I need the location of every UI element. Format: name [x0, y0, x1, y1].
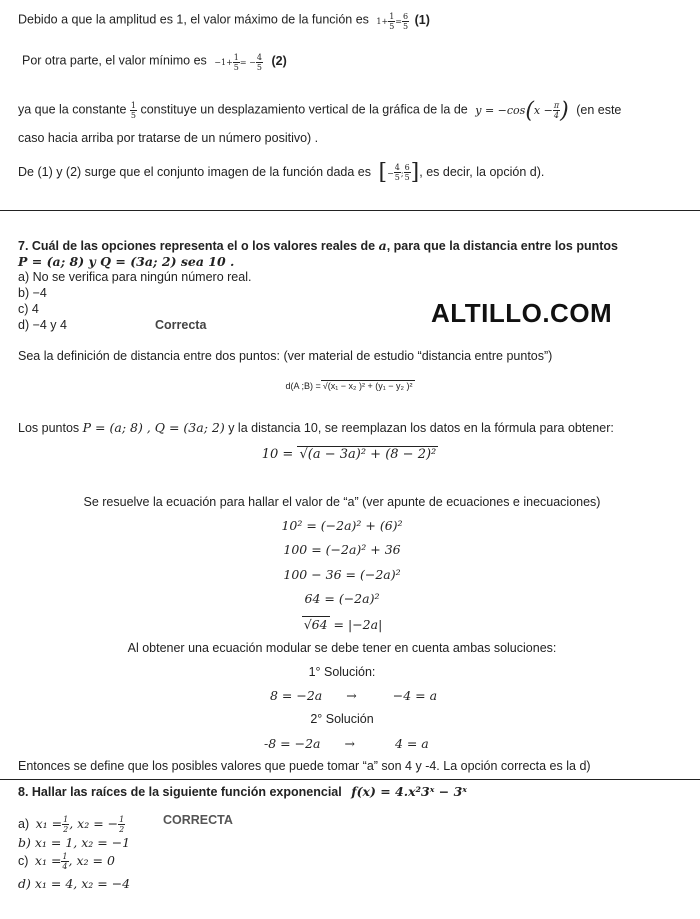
q8-option-c [18, 852, 115, 871]
q8-option-a-label: a) [18, 817, 30, 831]
max-frac-2-num: 6 [402, 12, 409, 21]
eq-step-4 [0, 591, 692, 606]
q7-definition-text: Sea la definición de distancia entre dos puntos: (ver material de estudio “distancia entre puntos”) [18, 349, 553, 363]
min-frac-1-num: 1 [233, 53, 239, 62]
sol2-label-text: 2° Solución [310, 712, 374, 726]
min-frac-2-num: 4 [256, 53, 262, 62]
line-min-value [22, 53, 287, 72]
divider-1 [0, 210, 700, 211]
max-frac-1-num: 1 [389, 12, 395, 21]
q7-title-var: a [378, 238, 387, 253]
q7-title-line2-text: P = (a; 8) y Q = (3a; 2) sea 10 . [18, 254, 235, 269]
q7-option-b-text: b) −4 [18, 286, 47, 300]
line-constant [18, 98, 621, 123]
q7-points-text-a: Los puntos [18, 421, 80, 435]
q7-option-c [18, 302, 39, 316]
line-image-set [18, 160, 544, 185]
q7-title-line2 [18, 254, 234, 269]
q7-solve-text [0, 495, 692, 509]
q8-option-c-x1: x₁ = [34, 853, 62, 868]
eq-step-2-text: 100 = (−2a)² + 36 [283, 542, 401, 557]
eq-step-5-rhs: = |−2a| [333, 617, 383, 632]
interval-frac-1-den: 5 [394, 173, 400, 182]
distance-formula-body: (x₁ − x₂ )² + (y₁ − y₂ )² [327, 381, 413, 391]
sol2-equation [264, 736, 429, 751]
q8-option-c-frac [61, 852, 68, 871]
q8-correct-text: CORRECTA [163, 813, 233, 827]
altillo-logo [431, 298, 612, 329]
cos-frac-num: π [553, 101, 560, 110]
constant-frac-num: 1 [130, 100, 136, 110]
q7-option-b [18, 286, 47, 300]
cos-expr [475, 98, 572, 123]
q8-option-a-frac-2 [118, 815, 125, 834]
constant-frac [130, 101, 137, 120]
q8-option-a-frac-2-den: 2 [119, 825, 125, 834]
sol2-rhs: 4 = a [394, 736, 429, 751]
max-tag: (1) [414, 12, 430, 27]
interval-close: ] [410, 160, 420, 185]
interval-minus: − [387, 169, 394, 178]
min-frac-1 [233, 53, 240, 72]
q7-conclusion-text: Entonces se define que los posibles valores que puede tomar “a” son 4 y -4. La opción correcta es la d) [18, 759, 591, 773]
max-expr [376, 12, 411, 31]
q7-conclusion [18, 759, 591, 773]
eq-step-5-body: 64 [311, 617, 328, 632]
q7-correct-label [155, 318, 206, 332]
eq-distance-lhs: 10 = [261, 447, 294, 462]
distance-formula-root: √(x₁ − x₂ )² + (y₁ − y₂ )² [322, 381, 413, 391]
q7-title-b: , para que la distancia entre los puntos [386, 239, 619, 253]
q8-title-expr: f(x) = 4.x²3ˣ − 3ˣ [351, 784, 467, 799]
q7-definition [18, 349, 552, 363]
distance-formula-lhs: d(A ;B) = [285, 381, 321, 391]
min-expr [214, 53, 265, 72]
min-frac-2-den: 5 [256, 63, 262, 72]
min-frac-2 [256, 53, 263, 72]
q8-option-a-x2: , x₂ = − [69, 816, 119, 831]
q8-option-d [18, 876, 130, 891]
sol2-label [0, 712, 692, 726]
constant-text-c: (en este [576, 102, 622, 117]
distance-formula [0, 380, 700, 391]
sol1-label-text: 1° Solución: [308, 665, 376, 679]
eq-step-1 [0, 518, 692, 533]
q7-option-d [18, 318, 67, 332]
q8-correct-label [163, 813, 233, 827]
q7-option-a [18, 270, 251, 284]
eq-distance-body: (a − 3a)² + (8 − 2)² [307, 447, 437, 462]
interval-open: [ [378, 160, 388, 185]
altillo-logo-text: ALTILLO.COM [431, 298, 613, 328]
eq-step-2 [0, 542, 692, 557]
q8-option-b-text: b) x₁ = 1, x₂ = −1 [18, 835, 131, 850]
sol1-arrow: → [346, 688, 357, 703]
sol1-equation [270, 688, 437, 703]
constant-text-b: constituye un desplazamiento vertical de la gráfica de la de [140, 102, 468, 117]
q8-option-c-x2: , x₂ = 0 [68, 853, 115, 868]
interval-frac-1-num: 4 [394, 163, 400, 172]
constant-frac-den: 5 [130, 110, 136, 120]
min-tag: (2) [271, 53, 287, 68]
q7-points-text-b: y la distancia 10, se reemplazan los datos en la fórmula para obtener: [228, 421, 614, 435]
eq-step-1-text: 10² = (−2a)² + (6)² [281, 518, 403, 533]
cos-frac-den: 4 [553, 111, 560, 120]
image-set-text-b: , es decir, la opción d). [419, 165, 545, 179]
interval-frac-1 [394, 163, 401, 182]
eq-distance-root: √(a − 3a)² + (8 − 2)² [299, 447, 437, 462]
max-expr-eq: = [395, 16, 402, 26]
q8-option-a-x1: x₁ = [35, 816, 63, 831]
sol1-rhs: −4 = a [392, 688, 438, 703]
interval-frac-2-num: 6 [404, 163, 410, 172]
sol1-label [0, 665, 692, 679]
q7-correct-text: Correcta [155, 318, 207, 332]
divider-2 [0, 779, 700, 780]
eq-distance [0, 446, 700, 462]
max-frac-2-den: 5 [402, 22, 409, 31]
image-set-text-a: De (1) y (2) surge que el conjunto imagen de la función dada es [18, 165, 371, 179]
q8-title [18, 784, 467, 799]
q8-option-c-frac-den: 4 [62, 862, 68, 871]
cos-expr-b: x − [533, 103, 553, 117]
eq-step-5-root: √64 [303, 617, 328, 632]
eq-step-4-text: 64 = (−2a)² [304, 591, 380, 606]
case-text: caso hacia arriba por tratarse de un número positivo) . [18, 131, 319, 145]
q8-option-c-label: c) [18, 854, 29, 868]
q8-option-a-frac-1-num: 1 [63, 815, 69, 824]
max-frac-2 [402, 12, 409, 31]
q8-option-c-expr [34, 852, 115, 871]
q8-option-d-text: d) x₁ = 4, x₂ = −4 [18, 876, 131, 891]
q7-points-expr: P = (a; 8) , Q = (3a; 2) [82, 420, 225, 435]
interval-sep: ; [400, 169, 404, 178]
line-max-value [18, 12, 430, 31]
min-text: Por otra parte, el valor mínimo es [22, 53, 207, 68]
q7-points-line [18, 420, 614, 435]
q8-option-b [18, 835, 130, 850]
eq-step-5 [0, 616, 692, 632]
q7-option-d-text: d) −4 y 4 [18, 318, 67, 332]
interval-frac-2 [404, 163, 411, 182]
image-set-interval [378, 160, 420, 185]
q8-option-a-frac-1-den: 2 [63, 825, 69, 834]
interval-frac-2-den: 5 [404, 173, 410, 182]
q7-option-c-text: c) 4 [18, 302, 39, 316]
q7-modular-text-content: Al obtener una ecuación modular se debe tener en cuenta ambas soluciones: [127, 641, 557, 655]
cos-paren-open: ( [525, 98, 534, 123]
q8-option-a [18, 815, 125, 834]
max-expr-a: 1+ [376, 16, 389, 26]
q8-option-c-frac-num: 1 [62, 852, 68, 861]
min-frac-1-den: 5 [233, 63, 239, 72]
q8-title-text: 8. Hallar las raíces de la siguiente función exponencial [18, 785, 342, 799]
q7-title-a: 7. Cuál de las opciones representa el o los valores reales de [18, 239, 376, 253]
constant-text-a: ya que la constante [18, 102, 127, 117]
max-text: Debido a que la amplitud es 1, el valor máximo de la función es [18, 12, 369, 27]
sol1-lhs: 8 = −2a [270, 688, 323, 703]
q7-title [18, 238, 618, 253]
q7-option-a-text: a) No se verifica para ningún número real. [18, 270, 252, 284]
min-expr-a: −1+ [214, 57, 233, 67]
q8-option-a-frac-2-num: 1 [119, 815, 125, 824]
min-expr-eq: = − [239, 57, 256, 67]
cos-expr-a: y = −cos [475, 103, 526, 117]
sol2-arrow: → [344, 736, 355, 751]
sol2-lhs: -8 = −2a [264, 736, 321, 751]
eq-step-3-text: 100 − 36 = (−2a)² [283, 567, 401, 582]
max-frac-1-den: 5 [389, 22, 395, 31]
eq-step-3 [0, 567, 692, 582]
line-case [18, 131, 318, 145]
q7-solve-text-content: Se resuelve la ecuación para hallar el valor de “a” (ver apunte de ecuaciones e inecuaciones) [83, 495, 601, 509]
cos-paren-close: ) [560, 98, 569, 123]
q8-option-a-expr [35, 815, 126, 834]
q7-modular-text [0, 641, 692, 655]
